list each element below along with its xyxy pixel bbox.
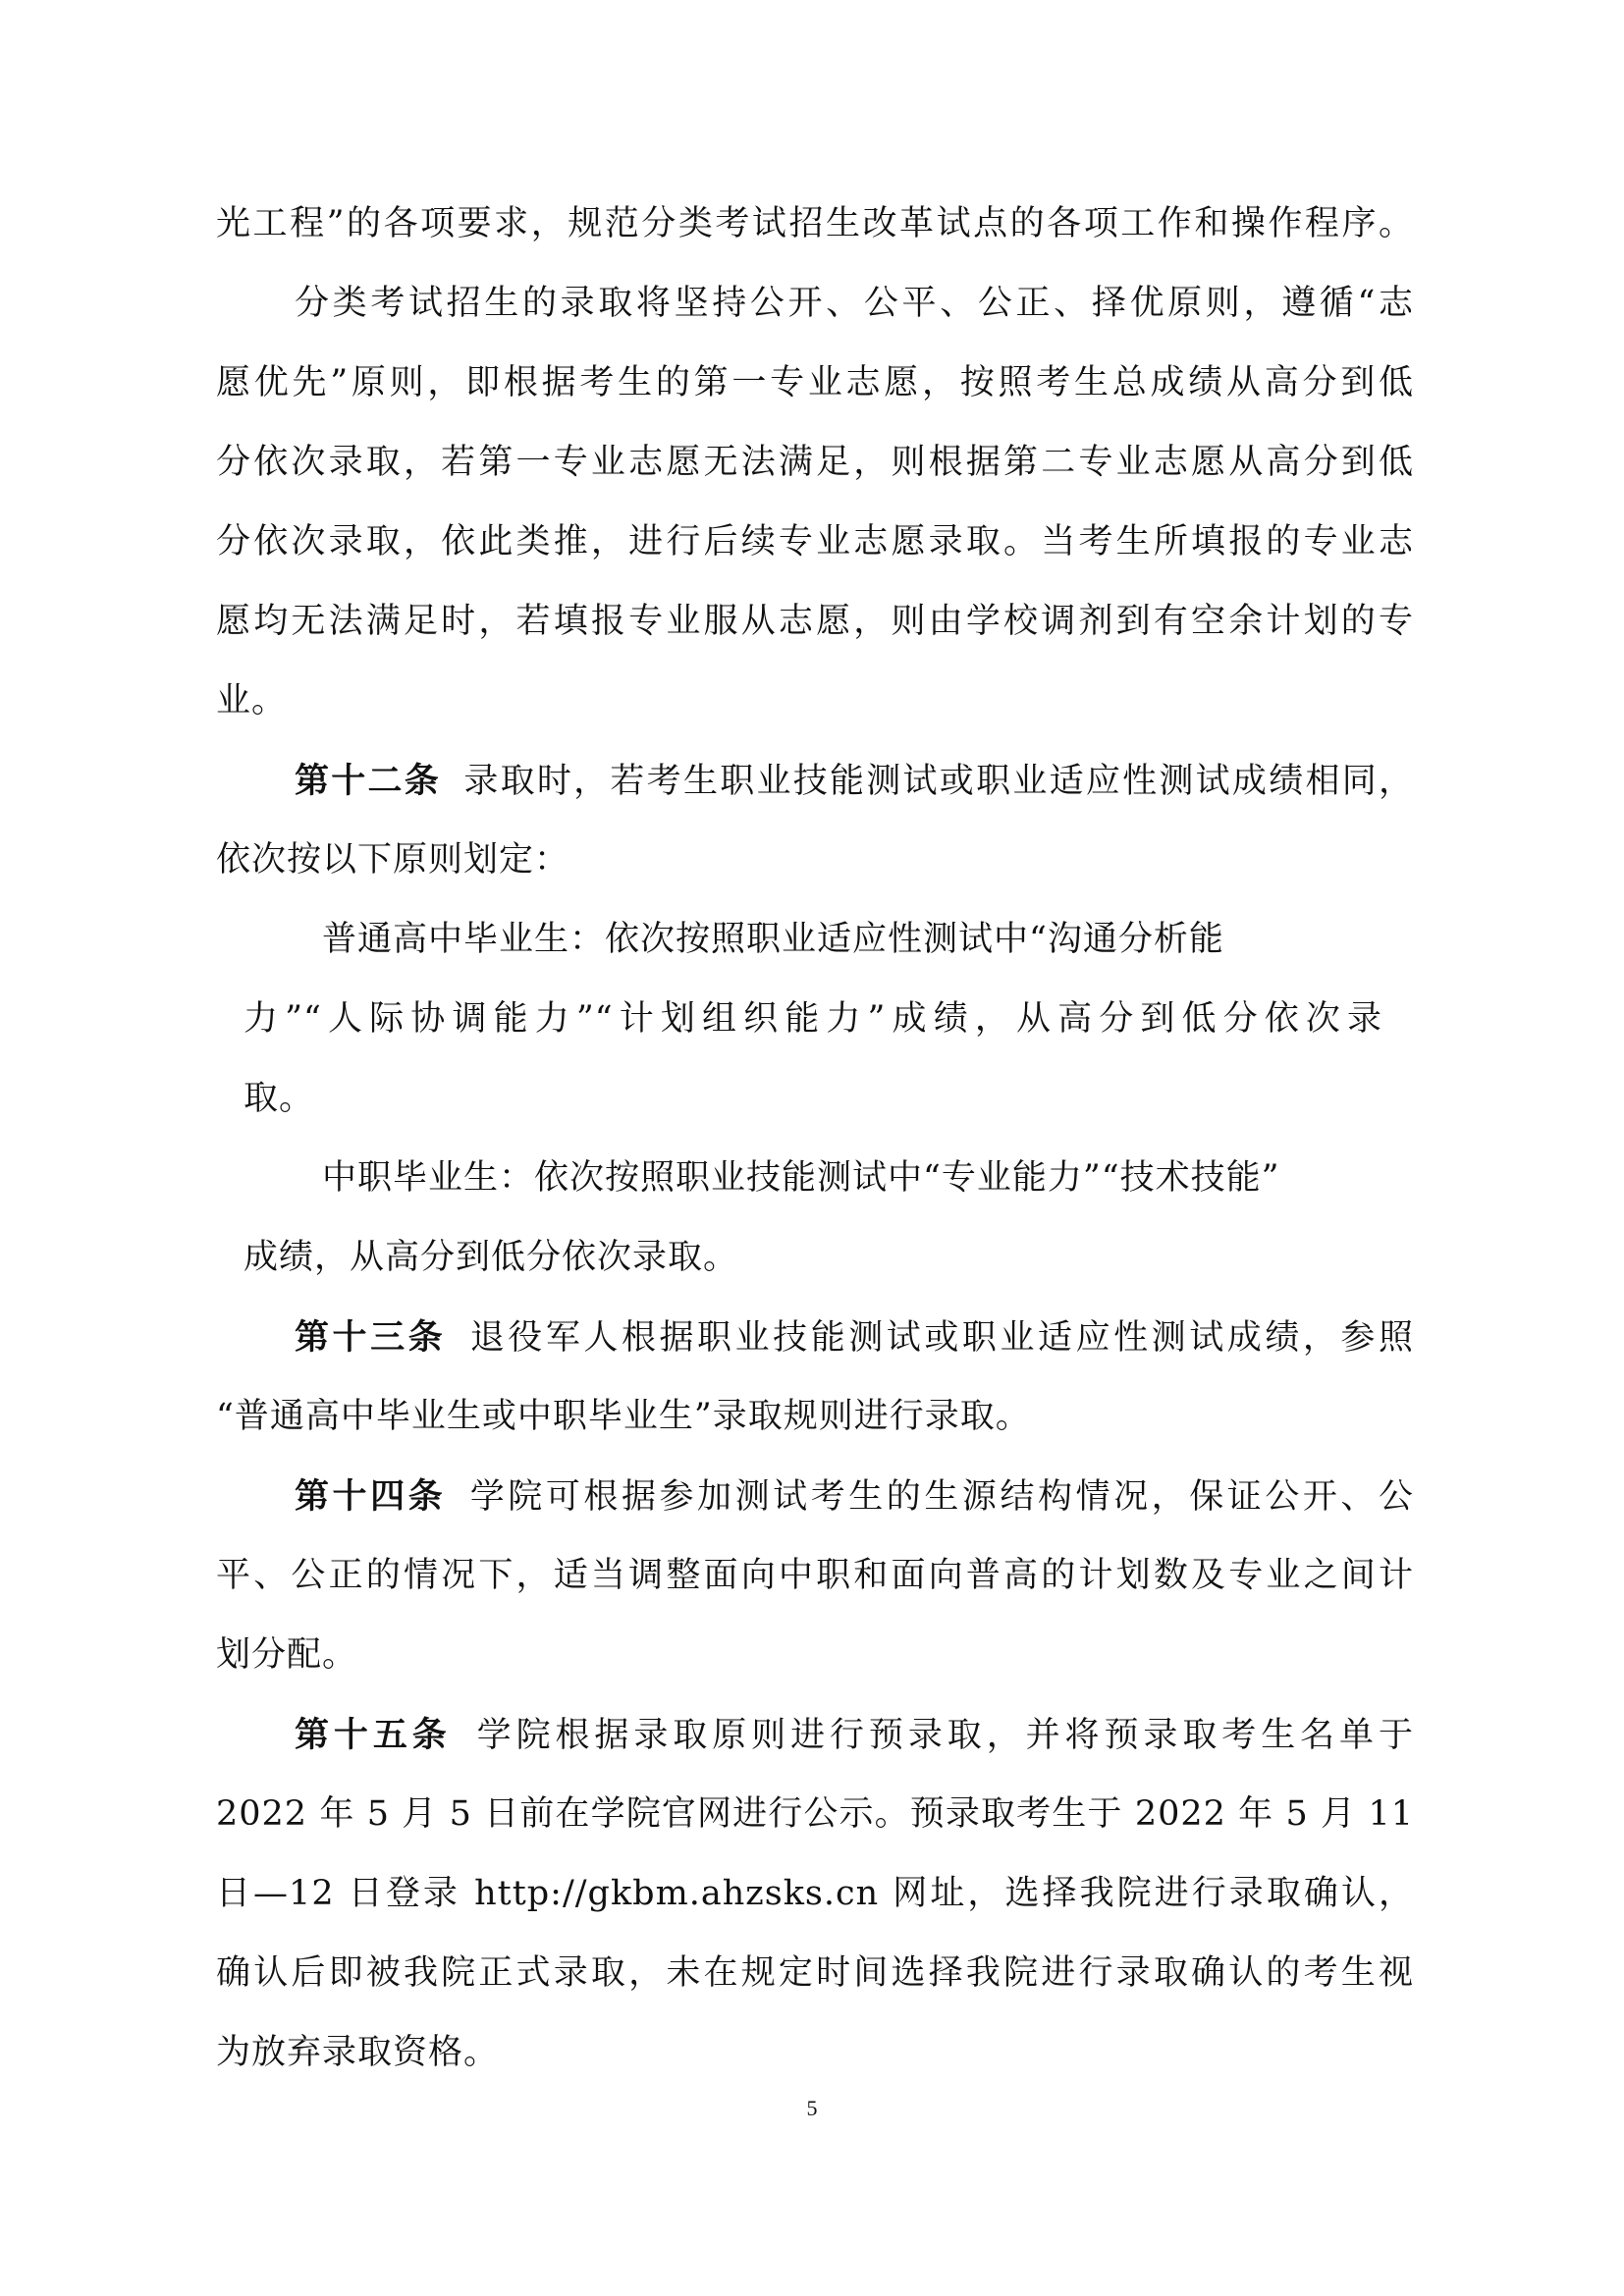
- paragraph-line: 2022 年 5 月 5 日前在学院官网进行公示。预录取考生于 2022 年 5 月 11: [216, 1794, 1414, 1834]
- paragraph-line: 分依次录取，若第一专业志愿无法满足，则根据第二专业志愿从高分到低: [216, 443, 1414, 482]
- sub-item-line: 取。: [244, 1079, 315, 1118]
- paragraph-line: 为放弃录取资格。: [216, 2033, 500, 2072]
- paragraph-line: “普通高中毕业生或中职毕业生”录取规则进行录取。: [216, 1397, 1031, 1436]
- paragraph-line: 确认后即被我院正式录取，未在规定时间选择我院进行录取确认的考生视: [216, 1953, 1414, 1993]
- sub-item-line: 成绩，从高分到低分依次录取。: [244, 1238, 739, 1277]
- sub-item-line: 中职毕业生：依次按照职业技能测试中“专业能力”“技术技能”: [322, 1158, 1280, 1198]
- paragraph-line: 依次按以下原则划定：: [216, 840, 570, 880]
- paragraph-line: 愿优先”原则，即根据考生的第一专业志愿，按照考生总成绩从高分到低: [216, 363, 1414, 402]
- article-13-line: [295, 1315, 1414, 1360]
- article-14-text: 学院可根据参加测试考生的生源结构情况，保证公开、公: [467, 1477, 1414, 1517]
- paragraph-line: 光工程”的各项要求，规范分类考试招生改革试点的各项工作和操作程序。: [216, 204, 1414, 243]
- paragraph-line: 划分配。: [216, 1635, 358, 1675]
- page-number: 5: [806, 2096, 818, 2120]
- article-14-line: [295, 1474, 1414, 1519]
- article-12-heading: 第十二条: [295, 761, 442, 801]
- paragraph-line: 愿均无法满足时，若填报专业服从志愿，则由学校调剂到有空余计划的专: [216, 602, 1414, 641]
- article-15-text: 学院根据录取原则进行预录取，并将预录取考生名单于: [472, 1716, 1414, 1755]
- paragraph-line: 平、公正的情况下，适当调整面向中职和面向普高的计划数及专业之间计: [216, 1556, 1414, 1595]
- article-13-heading: 第十三条: [295, 1317, 447, 1358]
- sub-item-line: 普通高中毕业生：依次按照职业适应性测试中“沟通分析能: [322, 920, 1224, 959]
- paragraph-line: 业。: [216, 681, 288, 721]
- paragraph-line: 分依次录取，依此类推，进行后续专业志愿录取。当考生所填报的专业志: [216, 522, 1414, 561]
- paragraph-line: 分类考试招生的录取将坚持公开、公平、公正、择优原则，遵循“志: [295, 284, 1414, 323]
- article-15-heading: 第十五条: [295, 1715, 452, 1755]
- article-15-line: [295, 1713, 1414, 1757]
- sub-item-line: 力”“人际协调能力”“计划组织能力”成绩，从高分到低分依次录: [244, 999, 1382, 1039]
- paragraph-line: 日—12 日登录 http://gkbm.ahzsks.cn 网址，选择我院进行录取确认，: [216, 1874, 1414, 1913]
- article-13-text: 退役军人根据职业技能测试或职业适应性测试成绩，参照: [467, 1318, 1414, 1358]
- article-12-line: [295, 759, 1414, 803]
- article-12-text: 录取时，若考生职业技能测试或职业适应性测试成绩相同，: [462, 762, 1414, 801]
- article-14-heading: 第十四条: [295, 1476, 447, 1517]
